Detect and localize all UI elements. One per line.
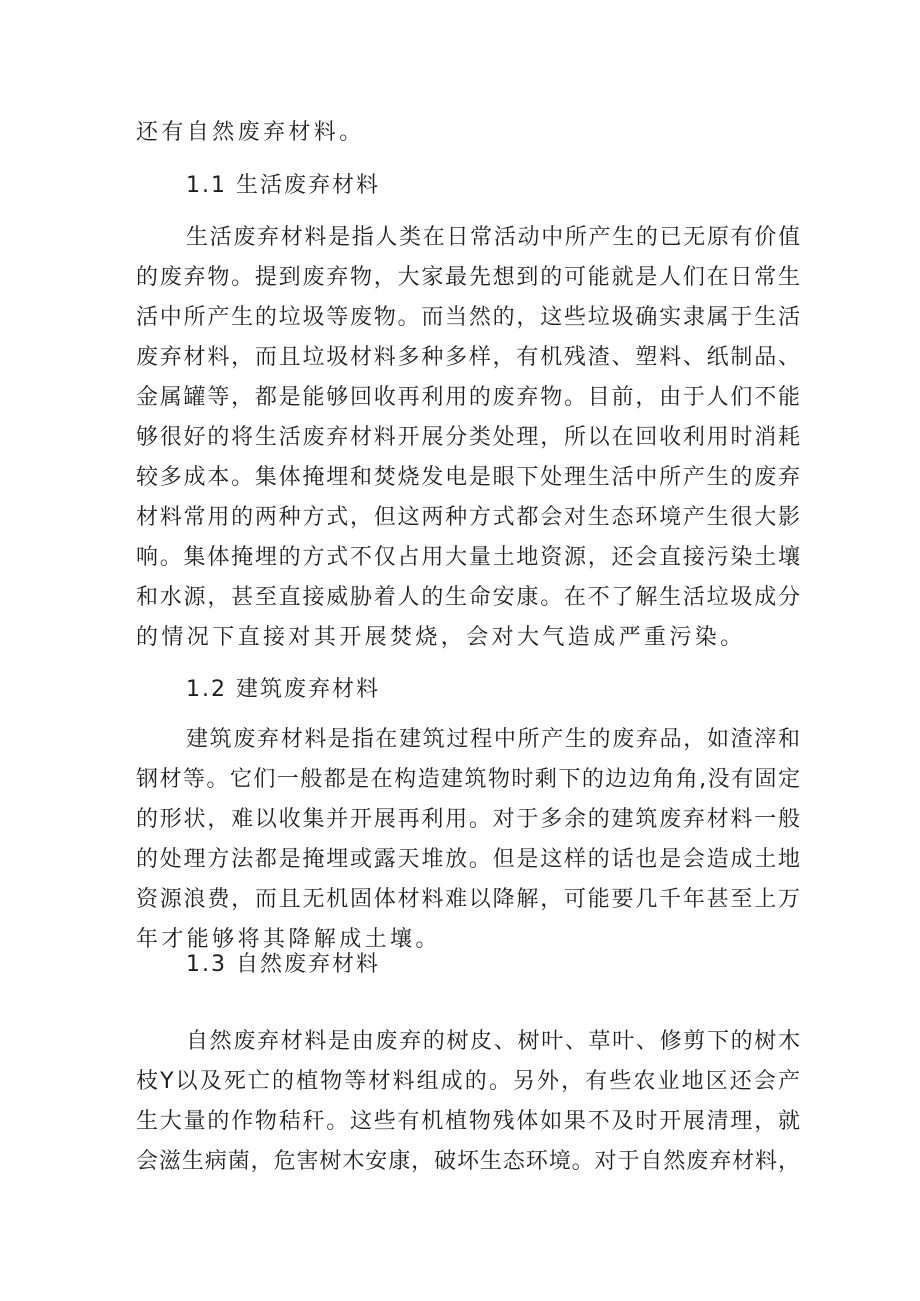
section-heading-1-3: 1.3 自然废弃材料 <box>186 952 380 977</box>
text-line: 金属罐等，都是能够回收再利用的废弃物。目前，由于人们不能 <box>136 385 800 410</box>
section-heading-1-1: 1.1 生活废弃材料 <box>186 173 380 198</box>
text-line: 生活废弃材料是指人类在日常活动中所产生的已无原有价值 <box>186 225 800 250</box>
text-line: 较多成本。集体掩埋和焚烧发电是眼下处理生活中所产生的废弃 <box>136 465 800 490</box>
text-line: 自然废弃材料是由废弃的树皮、树叶、草叶、修剪下的树木 <box>186 1029 800 1054</box>
text-line: 活中所产生的垃圾等废物。而当然的，这些垃圾确实隶属于生活 <box>136 305 800 330</box>
text-line: 会滋生病菌，危害树木安康，破坏生态环境。对于自然废弃材料， <box>136 1149 800 1174</box>
text-line: 的处理方法都是掩埋或露天堆放。但是这样的话也是会造成土地 <box>136 847 800 872</box>
text-line: 废弃材料，而且垃圾材料多种多样，有机残渣、塑料、纸制品、 <box>136 345 800 370</box>
text-line: 生大量的作物秸秆。这些有机植物残体如果不及时开展清理，就 <box>136 1109 800 1134</box>
intro-paragraph <box>136 113 800 153</box>
section-paragraph-1-3 <box>136 1022 800 1182</box>
text-line: 的情况下直接对其开展焚烧，会对大气造成严重污染。 <box>136 625 746 650</box>
section-paragraph-1-1 <box>136 218 800 658</box>
text-line: 材料常用的两种方式，但这两种方式都会对生态环境产生很大影 <box>136 505 800 530</box>
text-line: 的废弃物。提到废弃物，大家最先想到的可能就是人们在日常生 <box>136 265 800 290</box>
text-line: 和水源，甚至直接威胁着人的生命安康。在不了解生活垃圾成分 <box>136 585 800 610</box>
text-line: 钢材等。它们一般都是在构造建筑物时剩下的边边角角,没有固定 <box>136 767 800 792</box>
section-paragraph-1-2 <box>136 720 800 960</box>
text-line: 资源浪费，而且无机固体材料难以降解，可能要几千年甚至上万 <box>136 887 800 912</box>
text-line: 够很好的将生活废弃材料开展分类处理，所以在回收利用时消耗 <box>136 425 800 450</box>
text-line: 还有自然废弃材料。 <box>136 120 365 145</box>
text-line: 年才能够将其降解成土壤。 <box>136 927 441 952</box>
text-line: 的形状，难以收集并开展再利用。对于多余的建筑废弃材料一般 <box>136 807 800 832</box>
section-heading-1-2: 1.2 建筑废弃材料 <box>186 677 380 702</box>
text-line: 响。集体掩埋的方式不仅占用大量土地资源，还会直接污染土壤 <box>136 545 800 570</box>
text-line: 建筑废弃材料是指在建筑过程中所产生的废弃品，如渣滓和 <box>186 727 800 752</box>
text-line: 枝Y以及死亡的植物等材料组成的。另外，有些农业地区还会产 <box>136 1069 800 1094</box>
